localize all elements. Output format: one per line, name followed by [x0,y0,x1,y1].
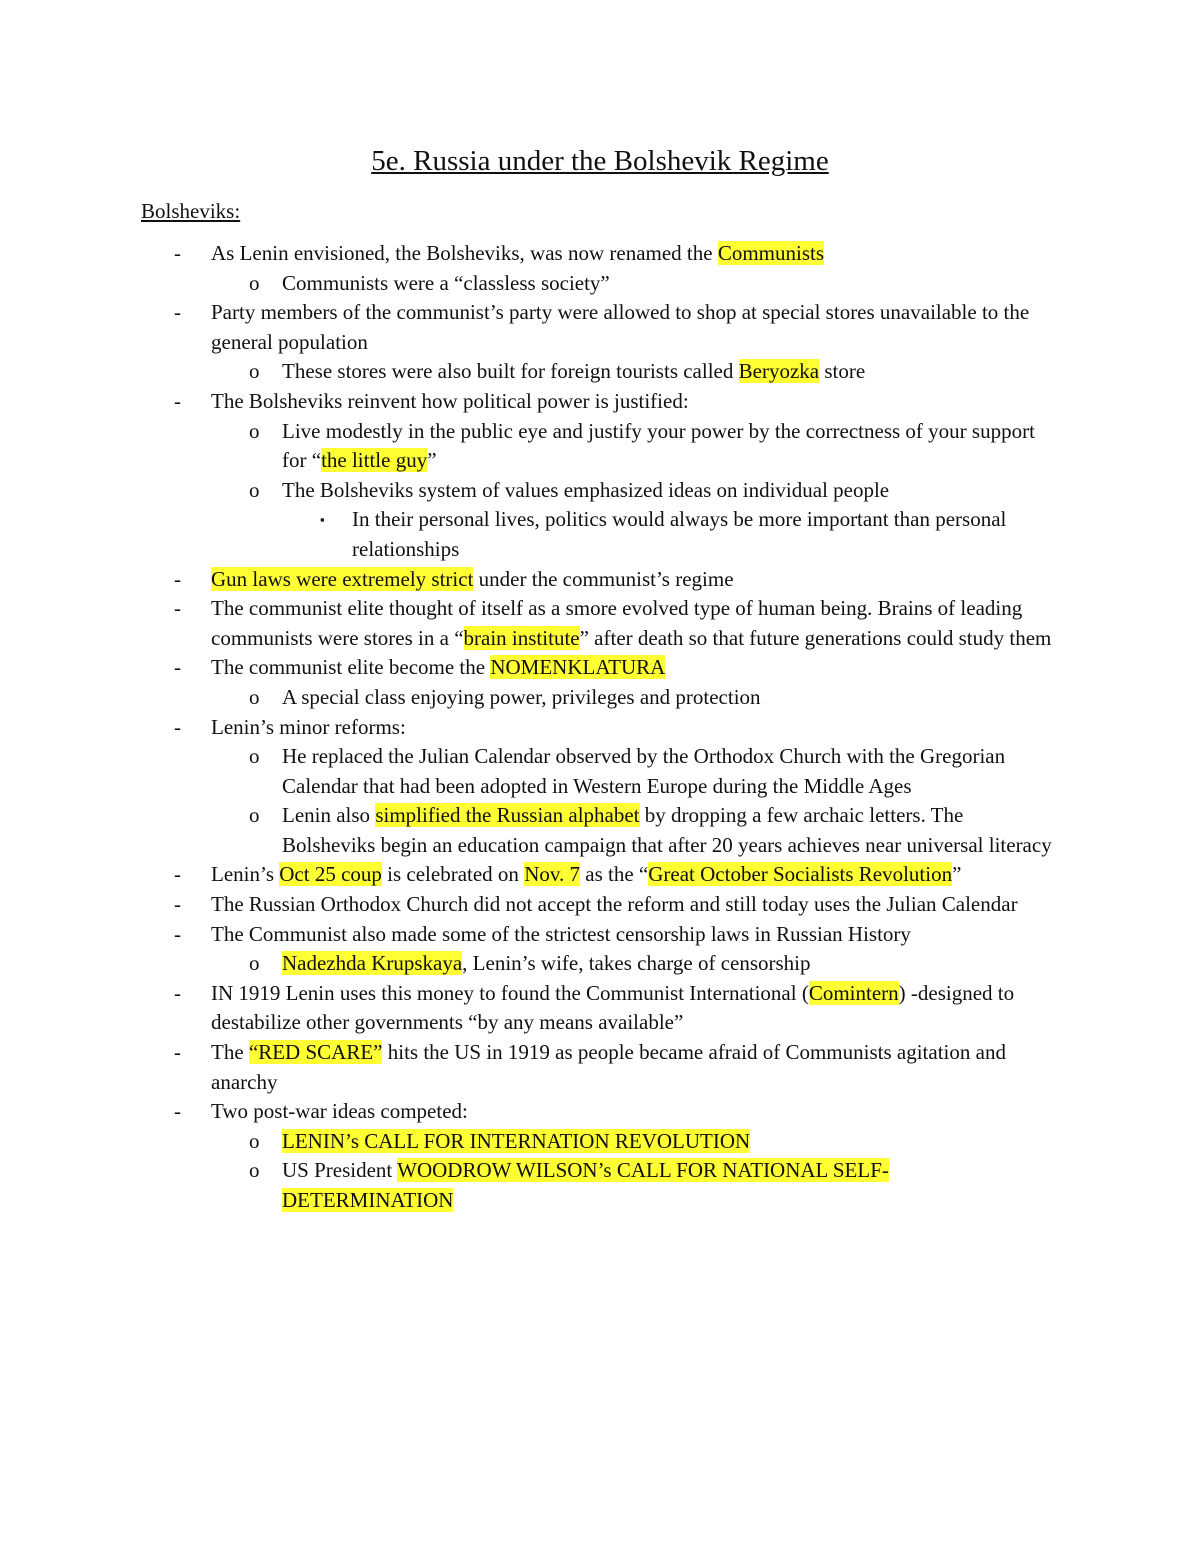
item-text: The [211,1040,249,1065]
list-item [0,476,1200,506]
highlighted-text: “RED SCARE” [248,1040,383,1065]
highlighted-text: LENIN’s CALL FOR INTERNATION REVOLUTION [282,1128,751,1153]
item-text: Two post-war ideas competed: [211,1099,468,1124]
highlighted-text: Comintern [808,980,899,1005]
bullet-list [0,239,1200,1216]
item-text: A special class enjoying power, privileges and protection [282,684,761,709]
highlighted-text: NOMENKLATURA [490,655,666,680]
item-text: is celebrated on [381,862,525,887]
bullet-marker: - [174,241,181,265]
highlighted-text: Gun laws were extremely strict [211,566,474,591]
bullet-marker: ▪ [320,512,325,528]
section-heading: Bolsheviks: [141,199,241,223]
item-text: store [819,359,866,384]
bullet-marker: o [249,1128,260,1153]
item-text: These stores were also built for foreign tourists called [282,359,739,384]
item-text: ” [427,448,437,473]
highlighted-text: Beryozka [738,359,820,384]
highlighted-text: Nov. 7 [524,862,580,887]
list-item [0,357,1200,387]
list-item [0,713,1200,743]
highlighted-text: WOODROW WILSON’s CALL FOR NATIONAL SELF-DETERMINATION [282,1158,889,1212]
bullet-marker: o [249,359,260,384]
highlighted-text: Oct 25 coup [279,862,382,887]
list-item [0,979,1200,1038]
list-item [0,920,1200,950]
item-text: IN 1919 Lenin uses this money to found the Communist International ( [211,980,809,1005]
bullet-marker: o [249,684,260,709]
bullet-marker: o [249,803,260,828]
bullet-marker: - [174,596,181,621]
item-text: He replaced the Julian Calendar observed by the Orthodox Church with the Gregorian Calendar that had been adopted in Western Europe during the Middle Ages [282,744,1006,798]
bullet-marker: - [174,862,181,887]
item-text: ) -designed to destabilize other governments “by any means available” [211,980,1015,1035]
list-item [0,565,1200,595]
bullet-marker: - [174,921,181,946]
list-item [0,890,1200,920]
list-item [0,949,1200,979]
bullet-marker: - [174,1099,181,1124]
bullet-marker: - [174,388,181,413]
item-text: as the “ [580,862,649,887]
list-item [0,683,1200,713]
item-text: hits the US in 1919 as people became afraid of Communists agitation and anarchy [211,1040,1006,1094]
highlighted-text: Great October Socialists Revolution [648,862,953,887]
item-text: In their personal lives, politics would always be more important than personal relationships [352,507,1007,561]
item-text: Lenin’s [211,862,280,887]
item-text: by dropping a few archaic letters. The Bolsheviks begin an education campaign that after 20 years achieves near universal literacy [282,803,1052,857]
bullet-marker: o [249,477,260,502]
item-text: ” after death so that future generations could study them [579,625,1052,650]
bullet-marker: - [174,300,181,325]
bullet-marker: - [174,566,181,591]
bullet-marker: o [249,1158,260,1183]
list-item [0,1097,1200,1127]
list-item [0,594,1200,653]
list-item [0,1038,1200,1097]
highlighted-text: the little guy [321,448,428,473]
item-text: Party members of the communist’s party were allowed to shop at special stores unavailable to the general population [211,300,1030,354]
highlighted-text: simplified the Russian alphabet [375,803,640,828]
item-text: Communists were a “classless society” [282,270,610,295]
list-item [0,239,1200,269]
list-item [0,1156,1200,1215]
bullet-marker: o [249,951,260,976]
item-text: under the communist’s regime [473,566,734,591]
item-text: The Communist also made some of the strictest censorship laws in Russian History [211,921,911,946]
bullet-marker: - [174,980,181,1005]
item-text: ” [952,862,962,887]
item-text: As Lenin envisioned, the Bolsheviks, was now renamed the [211,241,718,265]
list-item [0,387,1200,417]
page-title: 5e. Russia under the Bolshevik Regime [371,145,829,177]
item-text: Live modestly in the public eye and justify your power by the correctness of your support for “ [282,418,1035,473]
list-item [0,653,1200,683]
item-text: The communist elite thought of itself as a smore evolved type of human being. Brains of leading communists were stores in a “ [211,596,1023,650]
item-text: Lenin also [282,803,376,828]
list-item [0,742,1200,801]
bullet-marker: - [174,655,181,680]
bullet-marker: - [174,714,181,739]
bullet-marker: - [174,1040,181,1065]
list-item [0,801,1200,860]
list-item [0,269,1200,299]
item-text: The Russian Orthodox Church did not accept the reform and still today uses the Julian Calendar [211,892,1018,917]
item-text: , Lenin’s wife, takes charge of censorship [462,951,811,976]
list-item [0,417,1200,476]
item-text: US President [282,1158,398,1183]
bullet-marker: o [249,744,260,769]
list-item [0,298,1200,357]
list-item [0,1127,1200,1157]
list-item [0,505,1200,564]
list-item [0,860,1200,890]
item-text: The Bolsheviks reinvent how political power is justified: [211,388,689,413]
bullet-marker: o [249,418,260,443]
highlighted-text: Nadezhda Krupskaya [282,951,463,976]
highlighted-text: Communists [717,241,825,265]
item-text: The communist elite become the [211,655,491,680]
bullet-marker: o [249,270,260,295]
bullet-marker: - [174,892,181,917]
item-text: Lenin’s minor reforms: [211,714,406,739]
item-text: The Bolsheviks system of values emphasized ideas on individual people [282,477,890,502]
highlighted-text: brain institute [463,625,580,650]
